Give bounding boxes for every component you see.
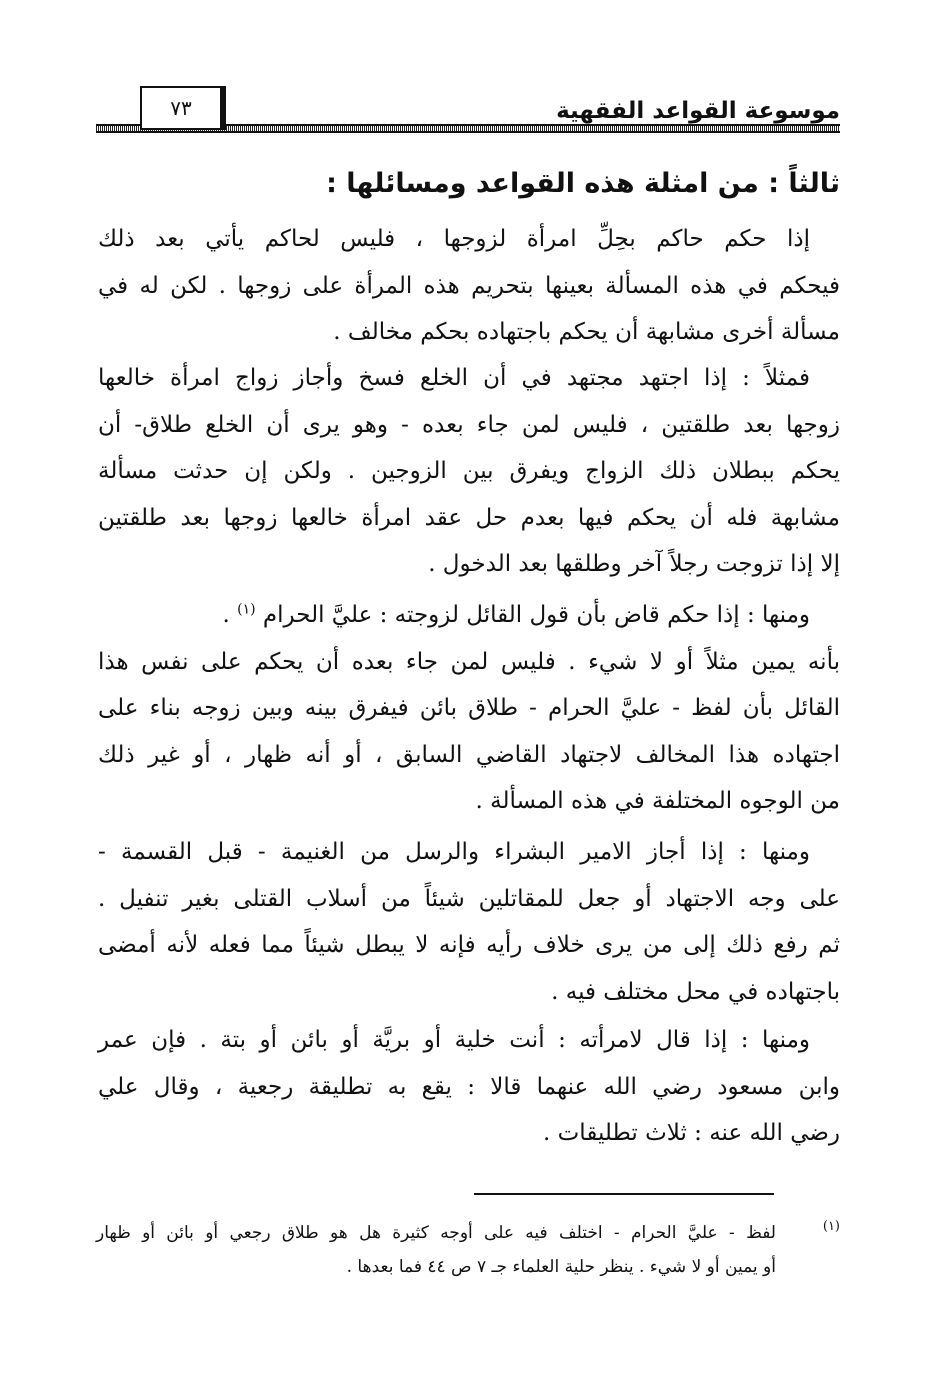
paragraph-line: مشابهة فله أن يحكم فيها بعدم حل عقد امرأة خالعها زوجها بعد طلقتين [98, 504, 840, 531]
paragraph-line: إذا حكم حاكم بحِلِّ امرأة لزوجها ، فليس لحاكم يأتي بعد ذلك [98, 226, 810, 252]
paragraph-line: فيحكم في هذه المسألة بعينها بتحريم هذه المرأة على زوجها . لكن له في [98, 272, 840, 299]
paragraph-line-text: ومنها : إذا حكم قاض بأن قول القائل لزوجته : عليَّ الحرام [262, 602, 810, 628]
paragraph-3 [98, 592, 840, 825]
paragraph-line: فمثلاً : إذا اجتهد مجتهد في أن الخلع فسخ وأجاز زواج امرأة خالعها [98, 365, 810, 391]
paragraph-line: باجتهاده في محل مختلف فيه . [551, 978, 840, 1005]
paragraph-line: وابن مسعود رضي الله عنهما قالا : يقع به تطليقة رجعية ، وقال علي [98, 1073, 840, 1100]
paragraph-line: بأنه يمين مثلاً أو لا شيء . فليس لمن جاء بعده أن يحكم على نفس هذا [98, 648, 840, 675]
paragraph-line: من الوجوه المختلفة في هذه المسألة . [475, 788, 840, 814]
paragraph-line: زوجها بعد طلقتين ، فليس لمن جاء بعده - وهو يرى أن الخلع طلاق- أن [98, 411, 840, 438]
paragraph-2 [98, 355, 840, 588]
paragraph-line: مسألة أخرى مشابهة أن يحكم باجتهاده بحكم مخالف . [333, 319, 840, 345]
paragraph-line: إلا إذا تزوجت رجلاً آخر وطلقها بعد الدخول . [428, 551, 840, 577]
paragraph-line: اجتهاده هذا المخالف لاجتهاد القاضي السابق ، أو أنه ظهار ، أو غير ذلك [98, 741, 840, 768]
footnote-text [96, 1216, 776, 1284]
header-title: موسوعة القواعد الفقهية [556, 98, 840, 124]
footnote-reference-tail: . [222, 602, 230, 628]
paragraph-line: رضي الله عنه : ثلاث تطليقات . [543, 1120, 840, 1146]
paragraph-line: ومنها : إذا قال لامرأته : أنت خلية أو بريَّة أو بائن أو بتة . فإن عمر [98, 1027, 810, 1053]
paragraph-5 [98, 1017, 840, 1157]
running-header [96, 86, 840, 134]
paragraph-line: على وجه الاجتهاد أو جعل للمقاتلين شيئاً من أسلاب القتلى بغير تنفيل . [98, 885, 840, 912]
paragraph-line: القائل بأن لفظ - عليَّ الحرام - طلاق بائن فيفرق بينه وبين زوجه بناء على [98, 695, 840, 721]
footnote-separator [474, 1193, 774, 1195]
footnote-reference: (١) [237, 601, 256, 618]
paragraph-4 [98, 829, 840, 1015]
paragraph-1 [98, 216, 840, 356]
section-heading: ثالثاً : من امثلة هذه القواعد ومسائلها : [326, 168, 840, 199]
footnote-marker: (١) [822, 1219, 840, 1234]
footnote-line: أو يمين أو لا شيء . ينظر حلية العلماء جـ ٧ ص ٤٤ فما بعدها . [346, 1257, 776, 1277]
footnote-line: لفظ - عليَّ الحرام - اختلف فيه على أوجه كثيرة هل هو طلاق رجعي أو بائن أو ظهار [96, 1223, 776, 1243]
paragraph-line: ثم رفع ذلك إلى من يرى خلاف رأيه فإنه لا يبطل شيئاً مما فعله لأنه أمضى [98, 932, 840, 958]
paragraph-line: يحكم ببطلان ذلك الزواج ويفرق بين الزوجين . ولكن إن حدثت مسألة [98, 458, 840, 484]
paragraph-line: ومنها : إذا أجاز الامير البشراء والرسل من الغنيمة - قبل القسمة - [98, 839, 810, 865]
page-number: ٧٣ [140, 86, 226, 130]
paragraph-line [98, 592, 840, 639]
footnote [96, 1216, 840, 1284]
